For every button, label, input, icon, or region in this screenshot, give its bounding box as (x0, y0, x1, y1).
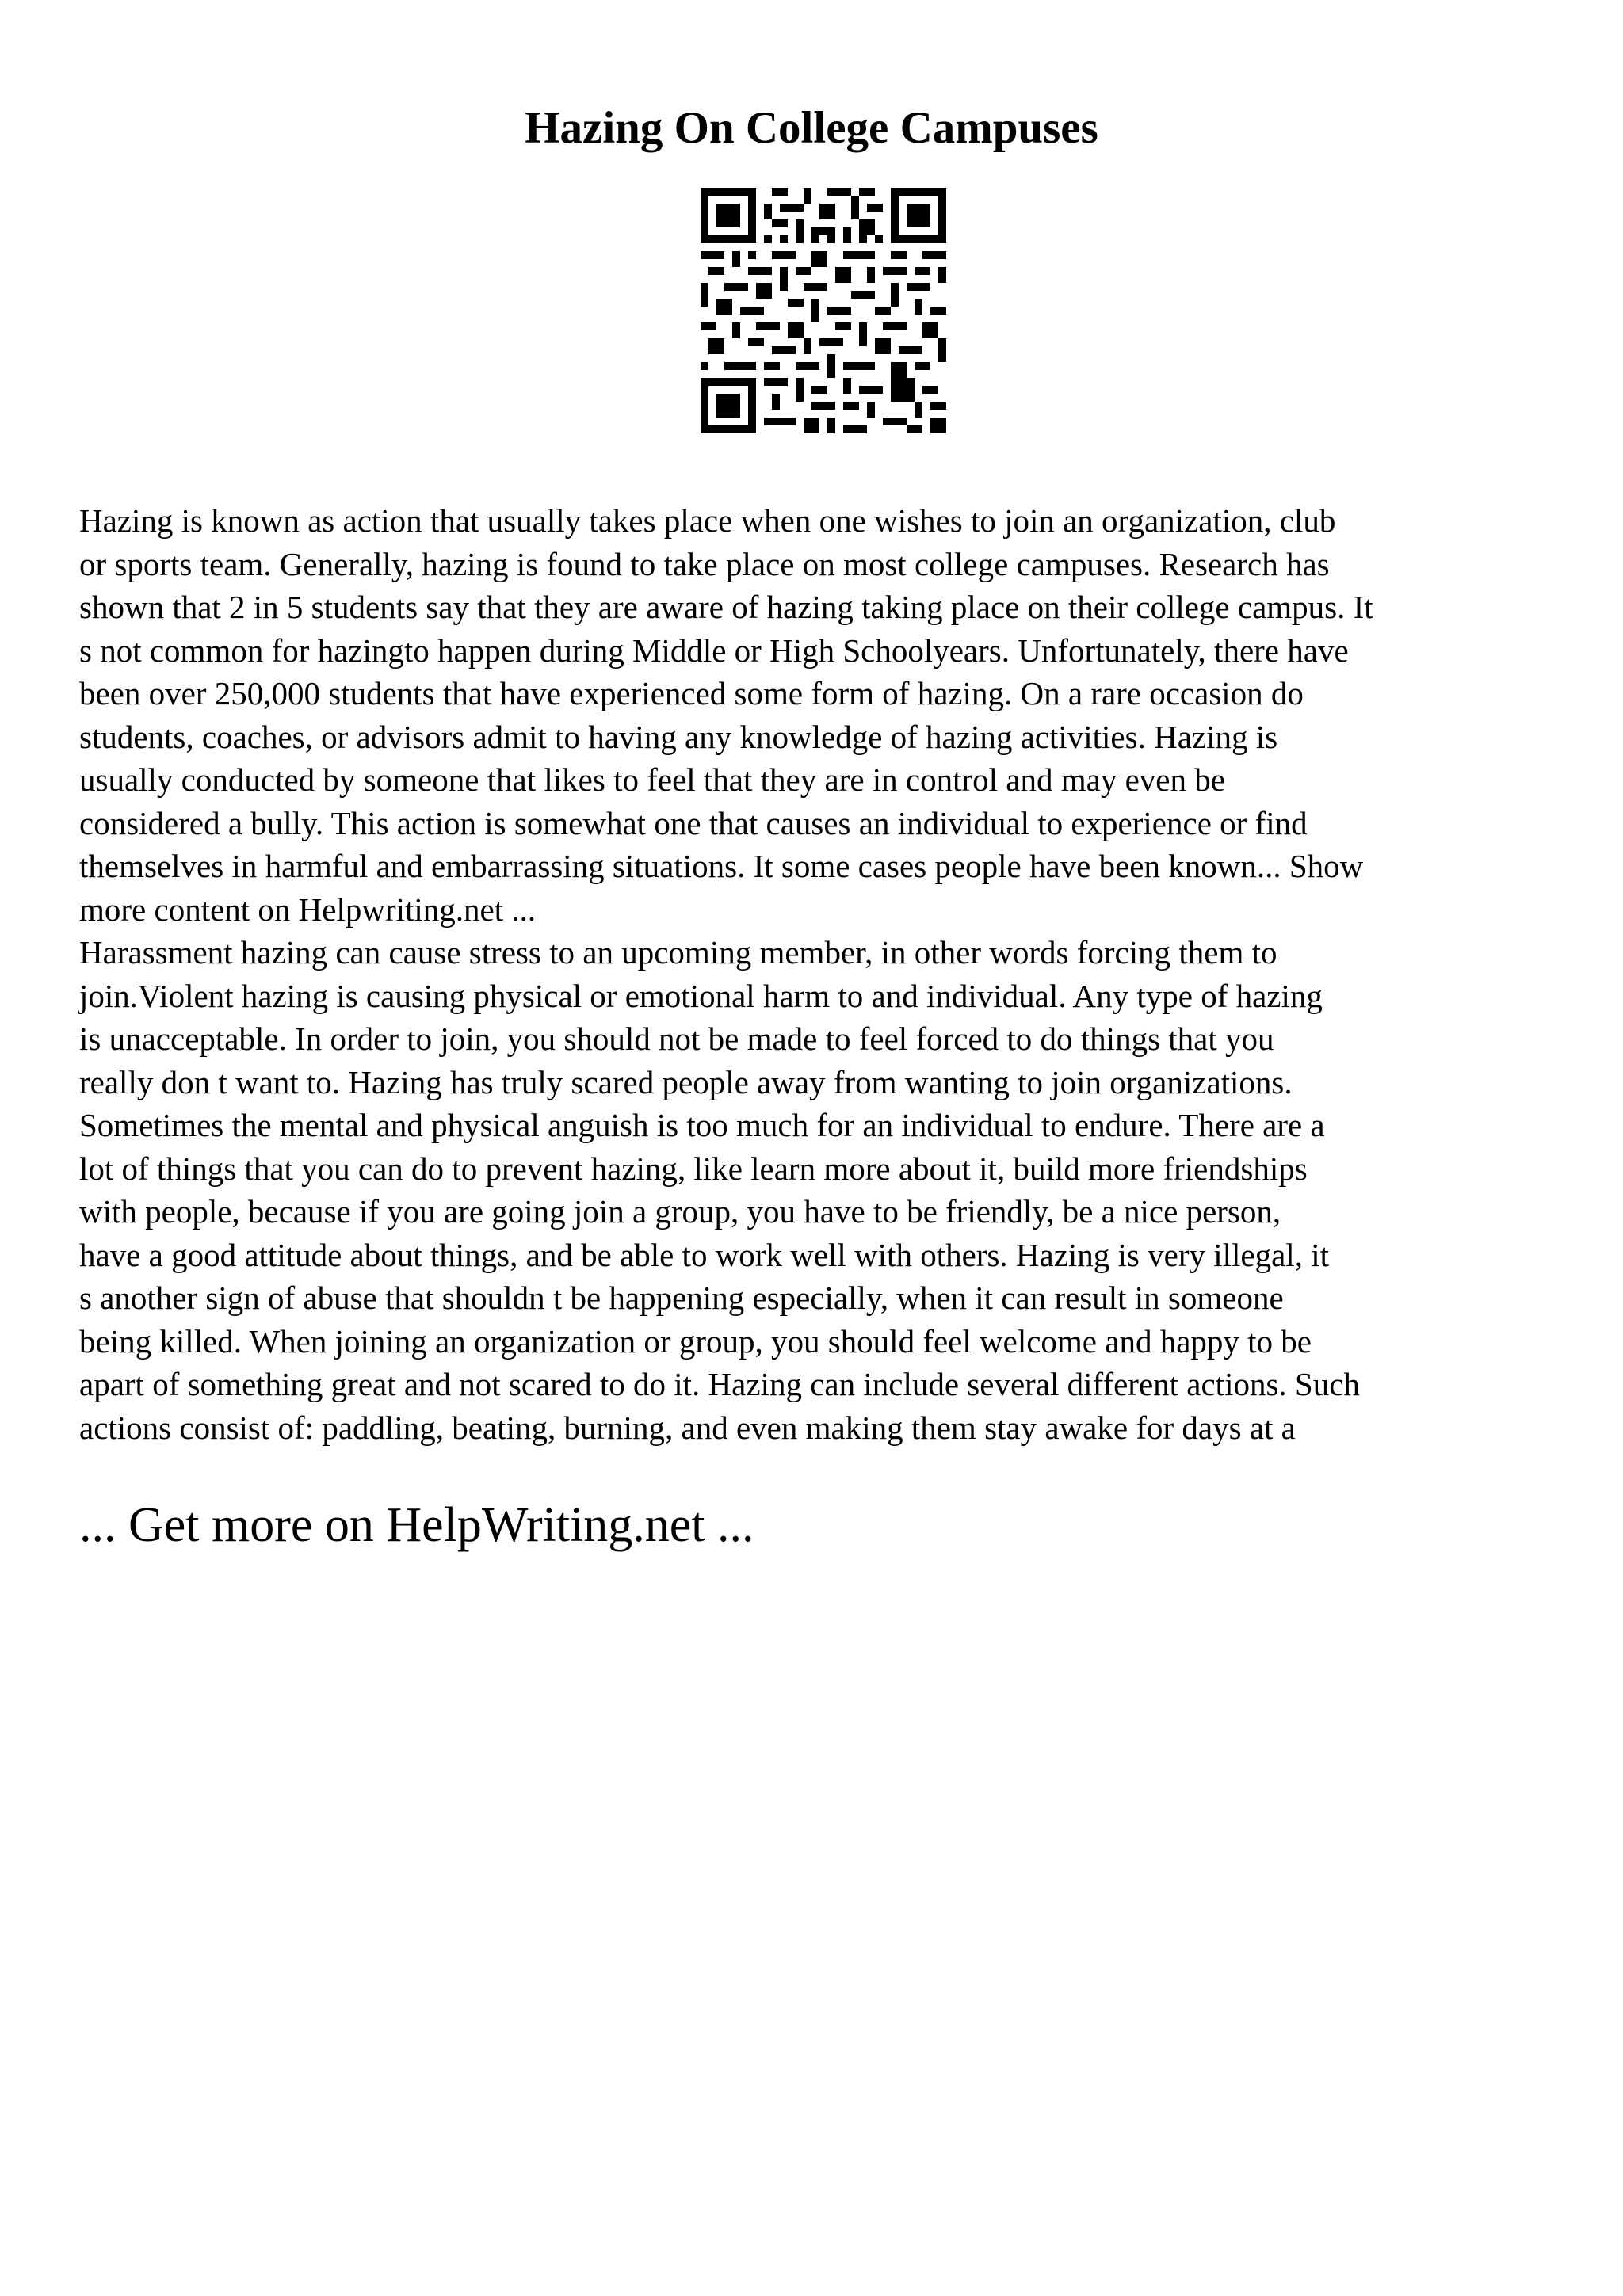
paragraph: Hazing is known as action that usually takes place when one wishes to join an organization, club or sports team. Generally, hazing is found to take place on most college campuses. Research has shown that 2 in 5 students say that they are aware of hazing taking place on their college campus. It s not common for hazingto happen during Middle or High Schoolyears. Unfortunately, there have been over 250,000 students that have experienced some form of hazing. On a rare occasion do students, coaches, or advisors admit to having any knowledge of hazing activities. Hazing is usually conducted by someone that likes to feel that they are in control and may even be considered a bully. This action is somewhat one that causes an individual to experience or find themselves in harmful and embarrassing situations. It some cases people have been known... Show more content on Helpwriting.net ... (79, 502, 1373, 928)
page-title: Hazing On College Campuses (525, 103, 1098, 153)
qr-code-icon (701, 188, 946, 433)
article-body (79, 499, 1569, 1449)
get-more-link[interactable]: ... Get more on HelpWriting.net ... (79, 1498, 754, 1552)
paragraph: Harassment hazing can cause stress to an upcoming member, in other words forcing them to join.Violent hazing is causing physical or emotional harm to and individual. Any type of hazing is unacceptable. In order to join, you should not be made to feel forced to do things that you really don t want to. Hazing has truly scared people away from wanting to join organizations. Sometimes the mental and physical anguish is too much for an individual to endure. There are a lot of things that you can do to prevent hazing, like learn more about it, build more friendships with people, because if you are going join a group, you have to be friendly, be a nice person, have a good attitude about things, and be able to work well with others. Hazing is very illegal, it s another sign of abuse that shouldn t be happening especially, when it can result in someone being killed. When joining an organization or group, you should feel welcome and happy to be apart of something great and not scared to do it. Hazing can include several different actions. Such actions consist of: paddling, beating, burning, and even making them stay awake for days at a (79, 934, 1360, 1446)
